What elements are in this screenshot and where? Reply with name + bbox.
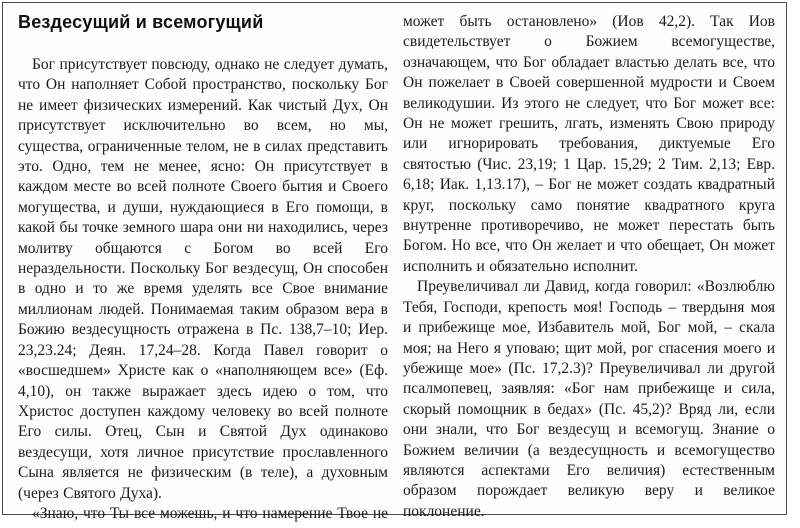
paragraph-david-psalms: Преувеличивал ли Давид, когда говорил: «Возлюблю Тебя, Господи, крепость моя! Господь – твердыня моя и прибежище мое, Избавитель мой, Бог мой, – скала моя; на Него я уповаю; щит мой, рог спасения моего и убежище мое» (Пс. 17,2.3)? Преувеличивал ли другой псалмопевец, заявляя: «Бог нам прибежище и сила, скорый помощник в бедах» (Пс. 45,2)? Вряд ли, если они знали, что Бог вездесущ и всемогущ. Знание о Божием величии (а вездесущность и всемогущество являются аспектами Его величия) естественным образом порождает великую веру и великое поклонение. — [403, 278, 775, 520]
page-border-frame — [2, 2, 787, 522]
page-title: Вездесущий и всемогущий — [18, 12, 264, 32]
text-column-right — [403, 12, 775, 522]
text-column-left — [18, 55, 388, 524]
paragraph-job-quote-continuation: может быть остановлено» (Иов 42,2). Так Иов свидетельствует о Божием всемогуществе, означающем, что Бог обладает властью делать все, что Он пожелает в Своей совершенной мудрости и Своем великодушии. Из этого не следует, что Бог может все: Он не может грешить, лгать, изменять Свою природу или игнорировать требования, диктуемые Его святостью (Чис. 23,19; 1 Цар. 15,29; 2 Тим. 2,13; Евр. 6,18; Иак. 1,13.17), – Бог не может создать квадратный круг, поскольку само понятие квадратного круга внутренне противоречиво, не может перестать быть Богом. Но все, что Он желает и что обещает, Он может исполнить и обязательно исполнит. — [403, 13, 775, 275]
paragraph-omnipresence: Бог присутствует повсюду, однако не следует думать, что Он наполняет Собой пространство, поскольку Бог не имеет физических измерений. Как чистый Дух, Он присутствует исключительно во всем, но мы, существа, ограниченные телом, не в силах представить это. Одно, тем не менее, ясно: Он присутствует в каждом месте во всей полноте Своего бытия и Своего могущества, и души, нуждающиеся в Его помощи, в какой бы точке земного шара они ни находились, через молитву общаются с Богом во всей Его нераздельности. Поскольку Бог вездесущ, Он способен в одно и то же время уделять все Свое внимание миллионам людей. Понимаемая таким образом вера в Божию вездесущность отражена в Пс. 138,7–10; Иер. 23,23.24; Деян. 17,24–28. Когда Павел говорит о «восшедшем» Христе как о «наполняющем все» (Еф. 4,10), он также выражает здесь идею о том, что Христос доступен каждому человеку во всей полноте Его силы. Отец, Сын и Святой Дух одинаково вездесущи, хотя личное присутствие прославленного Сына является не физическим (в теле), а духовным (через Святого Духа). — [18, 56, 388, 502]
paragraph-job-quote-start: «Знаю, что Ты все можешь, и что намерение Твое не — [32, 504, 388, 522]
